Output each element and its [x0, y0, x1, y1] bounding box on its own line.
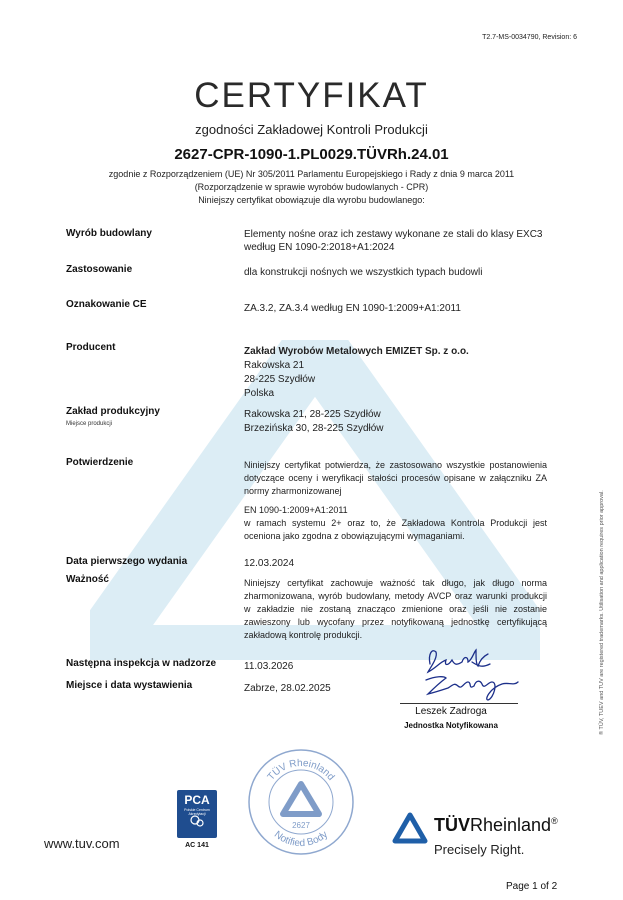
trademark-note: ® TÜV, TUEV and TUV are registered trademarks. Utilisation and application requires prior approval. [599, 490, 605, 735]
pca-logo-sub: Polskie Centrum Akredytacji [184, 808, 210, 816]
plant-sublabel: Miejsce produkcji [66, 421, 113, 427]
confirmation-norm: EN 1090-1:2009+A1:2011 [244, 505, 348, 515]
product-value [244, 228, 542, 254]
tuv-brand [434, 815, 558, 836]
product-line-2: według EN 1090-2:2018+A1:2024 [244, 242, 395, 253]
confirmation-label: Potwierdzenie [66, 457, 134, 468]
validity-label: Ważność [66, 574, 109, 585]
producer-label: Producent [66, 342, 116, 353]
first-issue-value: 12.03.2024 [244, 558, 295, 569]
producer-name: Zakład Wyrobów Metalowych EMIZET Sp. z o.o. [244, 346, 469, 357]
pca-gear-icon [189, 814, 205, 828]
ce-label: Oznakowanie CE [66, 299, 147, 310]
product-line-1: Elementy nośne oraz ich zestawy wykonane ze stali do klasy EXC3 [244, 229, 543, 240]
tuv-brand-rest: Rheinland [470, 815, 552, 835]
place-date-value: Zabrze, 28.02.2025 [244, 683, 331, 694]
revision-number: T2.7-MS-0034790, Revision: 6 [482, 34, 577, 41]
pca-accreditation-logo [177, 790, 217, 849]
document-subtitle: zgodności Zakładowej Kontroli Produkcji [195, 122, 428, 137]
producer-street: Rakowska 21 [244, 360, 305, 371]
certificate-number: 2627-CPR-1090-1.PL0029.TÜVRh.24.01 [174, 146, 449, 163]
signatory-name: Leszek Zadroga [415, 706, 487, 717]
signatory-role: Jednostka Notyfikowana [404, 721, 498, 730]
legal-basis [0, 168, 623, 207]
confirmation-para-1: Niniejszy certyfikat potwierdza, że zastosowano wszystkie postanowienia dotyczące oceny i weryfikacji stałości procesów opisane w załączniku ZA normy zharmonizowanej [244, 460, 547, 496]
pca-logo-box [177, 790, 217, 838]
seal-top-path: TÜV Rheinland [265, 757, 337, 783]
plant-value [244, 408, 384, 436]
next-inspection-value: 11.03.2026 [244, 661, 294, 672]
handwritten-signature [418, 642, 528, 704]
document-title: CERTYFIKAT [194, 76, 429, 115]
producer-country: Polska [244, 388, 275, 399]
legal-line-1: zgodnie z Rozporządzeniem (UE) Nr 305/2011 Parlamentu Europejskiego i Rady z dnia 9 marca 2011 [108, 169, 515, 179]
confirmation-para-2: w ramach systemu 2+ oraz to, że Zakładowa Kontrola Produkcji jest oceniona jako zgodna z obowiązującymi wymaganiami. [244, 518, 547, 541]
seal-bottom-text [272, 829, 330, 849]
producer-city: 28-225 Szydłów [244, 374, 316, 385]
next-inspection-label: Następna inspekcja w nadzorze [66, 658, 217, 669]
legal-line-3: Niniejszy certyfikat obowiązuje dla wyrobu budowlanego: [198, 195, 425, 205]
signature-line [400, 703, 518, 704]
validity-value: Niniejszy certyfikat zachowuje ważność tak długo, jak długo norma zharmonizowana, wyrób budowlany, metody AVCP oraz warunki produkcji w zakładzie nie zostaną znacząco zmienione oraz jeśli nie zostanie zawieszony lub wycofany przez notyfikowaną jednostkę certyfikującą zakładową kontrolę produkcji. [244, 578, 547, 640]
confirmation-value [244, 459, 547, 543]
plant-line-1: Rakowska 21, 28-225 Szydłów [244, 409, 381, 420]
tuv-tagline: Precisely Right. [434, 842, 525, 857]
page-number: Page 1 of 2 [506, 881, 558, 892]
seal-number: 2627 [292, 821, 310, 830]
legal-line-2: (Rozporządzenie w sprawie wyrobów budowlanych - CPR) [194, 182, 429, 192]
notified-body-seal [247, 748, 355, 856]
product-label: Wyrób budowlany [66, 228, 152, 239]
plant-line-2: Brzezińska 30, 28-225 Szydłów [244, 423, 384, 434]
tuv-brand-reg: ® [551, 816, 558, 826]
use-value: dla konstrukcji nośnych we wszystkich typach budowli [244, 267, 483, 278]
pca-accreditation-number: AC 141 [185, 842, 209, 849]
tuv-brand-bold: TÜV [434, 815, 470, 835]
producer-value [244, 345, 469, 401]
website-link[interactable]: www.tuv.com [44, 836, 120, 851]
plant-label: Zakład produkcyjny [66, 406, 160, 417]
pca-logo-text: PCA [184, 793, 210, 807]
use-label: Zastosowanie [66, 264, 133, 275]
first-issue-label: Data pierwszego wydania [66, 556, 188, 567]
tuv-triangle-icon [392, 812, 428, 844]
seal-triangle-icon [283, 784, 319, 814]
ce-value: ZA.3.2, ZA.3.4 według EN 1090-1:2009+A1:2011 [244, 303, 461, 314]
place-date-label: Miejsce i data wystawienia [66, 680, 193, 691]
seal-bottom-path: Notified Body [271, 829, 331, 850]
